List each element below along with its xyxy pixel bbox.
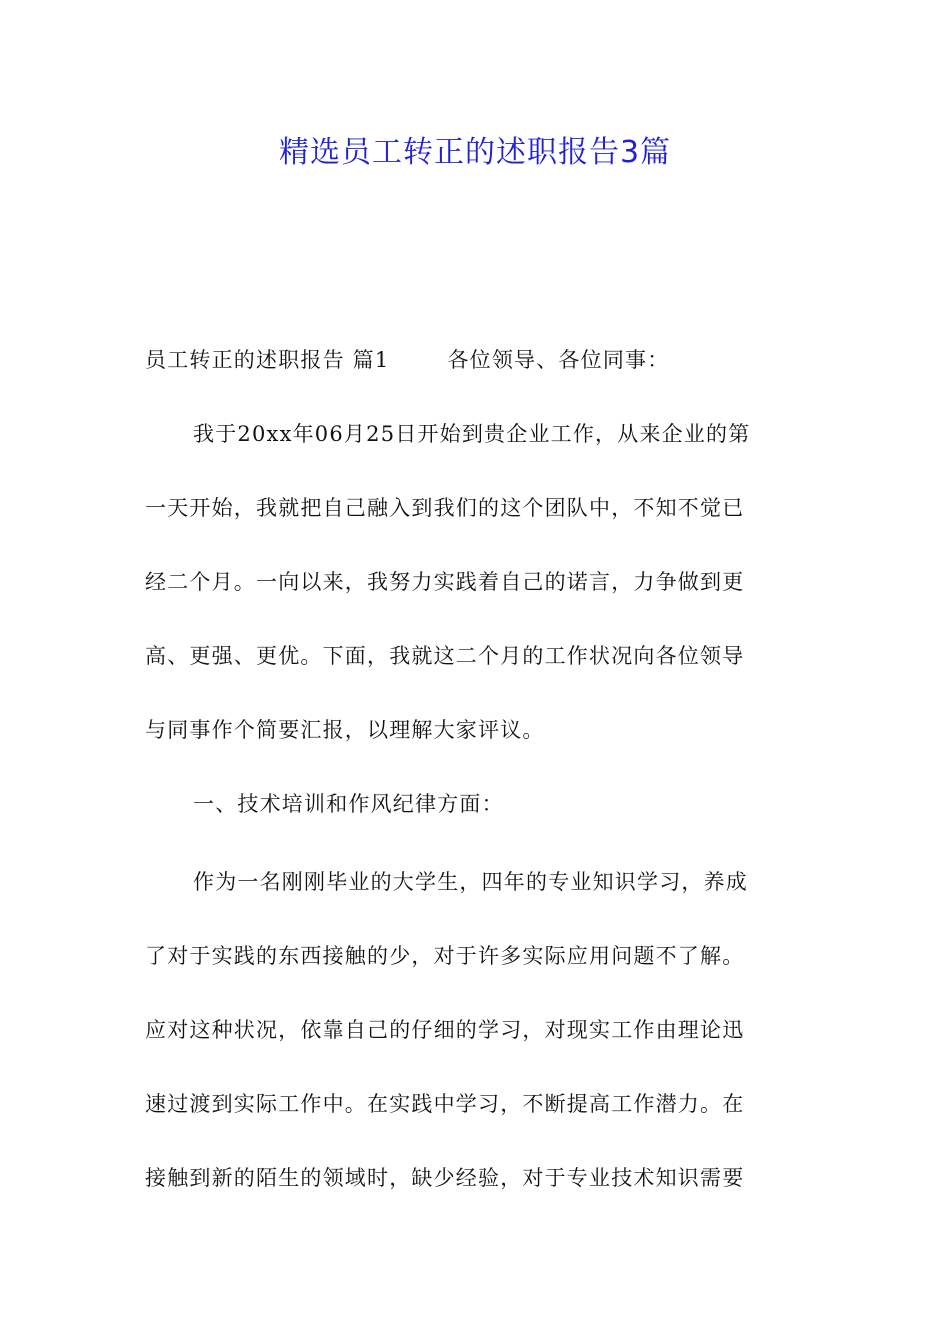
- subsection-heading: 一、技术培训和作风纪律方面：: [193, 792, 504, 816]
- section-heading-line: [145, 340, 810, 380]
- text-line: 了对于实践的东西接触的少，对于许多实际应用问题不了解。: [145, 944, 745, 968]
- text-line: 经二个月。一向以来，我努力实践着自己的诺言，力争做到更: [145, 570, 745, 594]
- text-line: 一天开始，我就把自己融入到我们的这个团队中，不知不觉已: [145, 496, 745, 520]
- document-title: 精选员工转正的述职报告3篇: [278, 135, 672, 170]
- text-line: 与同事作个简要汇报，以理解大家评议。: [145, 718, 545, 742]
- text-line: 应对这种状况，依靠自己的仔细的学习，对现实工作由理论迅: [145, 1018, 745, 1042]
- text-line: 作为一名刚刚毕业的大学生，四年的专业知识学习，养成: [193, 870, 748, 894]
- section-heading: 员工转正的述职报告 篇1: [145, 348, 390, 372]
- text-line: 我于20xx年06月25日开始到贵企业工作，从来企业的第: [193, 422, 751, 446]
- text-line: 速过渡到实际工作中。在实践中学习，不断提高工作潜力。在: [145, 1092, 745, 1116]
- salutation: 各位领导、各位同事：: [447, 348, 670, 372]
- text-line: 接触到新的陌生的领域时，缺少经验，对于专业技术知识需要: [145, 1166, 745, 1190]
- text-line: 高、更强、更优。下面，我就这二个月的工作状况向各位领导: [145, 644, 745, 668]
